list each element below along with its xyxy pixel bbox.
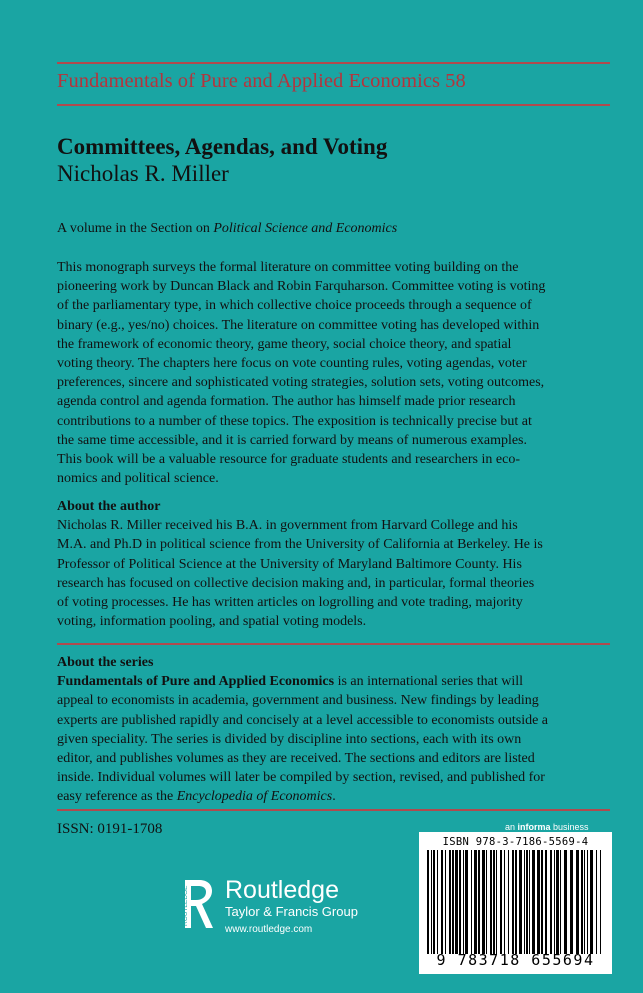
encyclopedia-title: Encyclopedia of Economics — [176, 789, 333, 805]
barcode-bar — [545, 850, 547, 954]
barcode-bar — [526, 850, 528, 954]
barcode-bar — [532, 850, 535, 954]
barcode-bar — [584, 850, 585, 954]
top-rule-upper — [57, 62, 610, 64]
about-series-last-line — [57, 787, 617, 806]
barcode-bar — [556, 850, 559, 954]
barcode-bar — [581, 850, 583, 954]
series-title: Fundamentals of Pure and Applied Economics 58 — [57, 70, 466, 92]
routledge-text — [225, 876, 358, 937]
series-last-suffix: . — [332, 789, 336, 805]
barcode-bar — [452, 850, 454, 954]
publisher-url: www.routledge.com — [225, 924, 313, 935]
barcode-bar — [541, 850, 543, 954]
description-line: This monograph surveys the formal literature on committee voting building on the — [57, 260, 519, 275]
informa-prefix: an — [505, 822, 518, 832]
barcode-bars — [425, 850, 606, 954]
description-line: voting theory. The chapters here focus on vote counting rules, voting agendas, voter — [57, 356, 527, 372]
description-line: of the parliamentary type, in which collective choice proceeds through a sequence of — [57, 298, 532, 314]
about-series-line: inside. Individual volumes will later be compiled by section, revised, and published for — [57, 770, 545, 786]
routledge-logo — [182, 876, 382, 942]
publisher-group: Taylor & Francis Group — [225, 904, 358, 919]
barcode-bar — [465, 850, 468, 954]
description-line: the framework of economic theory, game theory, social choice theory, and spatial — [57, 336, 512, 352]
about-series-line: appeal to economists in academia, government and business. New findings by leading — [57, 693, 539, 709]
barcode-bar — [474, 850, 477, 954]
about-author-line: of voting processes. He has written articles on logrolling and vote trading, majority — [57, 595, 523, 611]
ean-digits: 9 783718 655694 — [436, 951, 595, 969]
about-author-line: Professor of Political Science at the University of Maryland Baltimore County. His — [57, 556, 522, 572]
about-author-line: M.A. and Ph.D in political science from the University of California at Berkeley. He is — [57, 537, 543, 553]
barcode-bar — [445, 850, 446, 954]
barcode-bar — [500, 850, 502, 954]
description-line: binary (e.g., yes/no) choices. The literature on committee voting has developed within — [57, 317, 540, 333]
issn: ISSN: 0191-1708 — [57, 821, 163, 837]
barcode-bar — [431, 850, 432, 954]
barcode-bar — [427, 850, 429, 954]
barcode-bar — [478, 850, 480, 954]
barcode-bar — [524, 850, 525, 954]
barcode-bar — [550, 850, 552, 954]
description — [57, 258, 617, 488]
section-prefix: A volume in the Section on — [57, 221, 214, 236]
book-title: Committees, Agendas, and Voting — [57, 134, 388, 159]
barcode-bar — [576, 850, 579, 954]
barcode-bar — [596, 850, 597, 954]
section-name: Political Science and Economics — [213, 221, 398, 236]
series-bold-name: Fundamentals of Pure and Applied Economics — [57, 674, 335, 690]
barcode-bar — [496, 850, 497, 954]
barcode-bar — [482, 850, 485, 954]
barcode-bar — [437, 850, 438, 954]
about-author-line: research has focused on collective decision making and, in particular, formal theories — [57, 575, 535, 591]
section-line — [57, 219, 617, 238]
barcode-bar — [455, 850, 458, 954]
barcode-bar — [590, 850, 593, 954]
routledge-vertical-mark: ROUTLEDGE — [182, 885, 189, 926]
about-author-line: voting, information pooling, and spatial voting models. — [57, 614, 367, 630]
barcode-bar — [441, 850, 443, 954]
informa-brand: informa — [517, 822, 551, 832]
barcode-bar — [504, 850, 505, 954]
isbn-label: ISBN 978-3-7186-5569-4 — [442, 836, 589, 848]
barcode-bar — [490, 850, 492, 954]
series-first-line-rest: is an international series that will — [334, 674, 524, 690]
about-author-line: Nicholas R. Miller received his B.A. in government from Harvard College and his — [57, 518, 518, 534]
informa-line — [505, 822, 589, 832]
barcode-bar — [433, 850, 435, 954]
barcode-bar — [459, 850, 461, 954]
about-author — [57, 497, 617, 631]
routledge-r-logo-icon — [182, 878, 216, 930]
barcode-bar — [486, 850, 487, 954]
barcode-bar — [537, 850, 540, 954]
about-series-line: experts are published rapidly and concisely at a level accessible to economists outside a — [57, 712, 549, 728]
barcode-bar — [493, 850, 495, 954]
barcode-bar — [554, 850, 555, 954]
barcode-bar — [463, 850, 464, 954]
about-series-heading: About the series — [57, 655, 154, 670]
barcode-bar — [587, 850, 588, 954]
description-line: nomics and political science. — [57, 471, 219, 487]
description-line: pioneering work by Duncan Black and Robin Farquharson. Committee voting is voting — [57, 279, 546, 295]
barcode-bar — [512, 850, 514, 954]
barcode-bar — [600, 850, 601, 954]
barcode-bar — [564, 850, 567, 954]
description-line: This book will be a valuable resource for graduate students and researchers in eco- — [57, 452, 520, 468]
mid-rule — [57, 643, 610, 645]
barcode-bar — [529, 850, 530, 954]
informa-suffix: business — [550, 822, 589, 832]
description-line: preferences, sincere and sophisticated voting strategies, solution sets, voting outcomes, — [57, 375, 545, 391]
barcode — [419, 832, 612, 974]
series-last-prefix: easy reference as the — [57, 789, 177, 805]
author-name: Nicholas R. Miller — [57, 161, 229, 186]
top-rule-lower — [57, 104, 610, 106]
description-line: agenda control and agenda formation. The author has himself made prior research — [57, 394, 516, 410]
about-series-line: given speciality. The series is divided by discipline into sections, each with its own — [57, 731, 522, 747]
about-series-line: editor, and publishes volumes as they are received. The sections and editors are listed — [57, 751, 535, 767]
about-series — [57, 653, 617, 807]
barcode-bar — [508, 850, 509, 954]
barcode-bar — [570, 850, 573, 954]
barcode-bar — [515, 850, 517, 954]
about-series-first-line — [57, 672, 617, 691]
bottom-rule — [57, 809, 610, 811]
description-line: the same time accessible, and it is carried forward by means of numerous examples. — [57, 432, 528, 448]
about-author-heading: About the author — [57, 499, 161, 514]
barcode-bar — [560, 850, 561, 954]
publisher-name: Routledge — [225, 876, 339, 904]
barcode-bar — [519, 850, 522, 954]
description-line: contributions to a number of these topics. The exposition is technically precise but at — [57, 413, 532, 429]
barcode-bar — [449, 850, 451, 954]
barcode-bar — [471, 850, 472, 954]
